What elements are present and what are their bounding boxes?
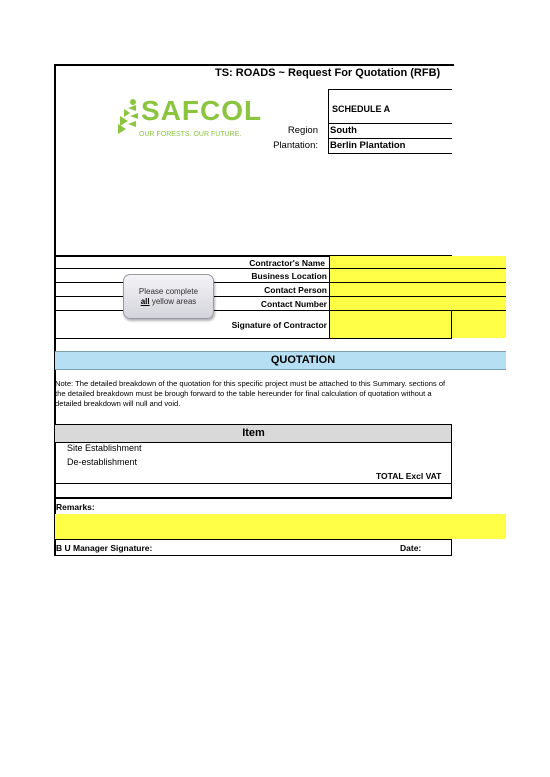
contact-number-label: Contact Number <box>260 299 327 309</box>
row-line <box>55 483 452 484</box>
remarks-input[interactable] <box>55 514 506 539</box>
item-heading: Item <box>242 427 265 439</box>
contact-person-label: Contact Person <box>264 285 327 295</box>
column-line <box>329 256 330 338</box>
date-label: Date: <box>400 543 422 553</box>
region-value: South <box>330 125 357 136</box>
row-line <box>55 338 452 339</box>
divider <box>328 89 452 90</box>
column-line <box>451 310 452 338</box>
divider <box>328 89 329 154</box>
item-heading-bar <box>55 424 452 443</box>
quotation-heading-bar <box>55 351 506 370</box>
callout-line2 <box>124 297 213 307</box>
divider <box>328 123 452 124</box>
row-line <box>55 268 506 269</box>
business-location-label: Business Location <box>251 271 327 281</box>
callout-rest: yellow areas <box>149 296 197 306</box>
contractor-name-label: Contractor's Name <box>249 258 325 268</box>
divider <box>328 153 452 154</box>
logo-wordmark: SAFCOL <box>141 95 263 126</box>
row-line <box>55 539 452 540</box>
schedule-label: SCHEDULE A <box>332 104 391 114</box>
row-line <box>55 555 452 556</box>
page-title: TS: ROADS ~ Request For Quotation (RFB) <box>215 67 441 79</box>
callout-emphasis: all <box>140 296 150 306</box>
plantation-value: Berlin Plantation <box>330 140 406 151</box>
divider <box>328 138 452 139</box>
plantation-label: Plantation: <box>273 140 318 151</box>
callout-line1: Please complete <box>138 286 199 296</box>
logo-tagline: OUR FORESTS. OUR FUTURE. <box>139 131 242 138</box>
total-label: TOTAL Excl VAT <box>376 471 442 481</box>
section-divider <box>55 497 452 499</box>
column-line <box>451 539 452 556</box>
quotation-heading: QUOTATION <box>270 354 336 366</box>
table-row: De-establishment <box>67 457 138 467</box>
region-label: Region <box>287 125 318 136</box>
signature-label: Signature of Contractor <box>231 320 327 330</box>
table-row: Site Establishment <box>67 443 142 453</box>
column-line <box>451 424 452 497</box>
callout-note <box>123 274 214 319</box>
remarks-label: Remarks: <box>56 502 95 512</box>
manager-signature-label: B U Manager Signature: <box>56 543 153 553</box>
quotation-note: Note: The detailed breakdown of the quotation for this specific project must be attached to this Summary. sections of the detailed breakdown must be brough forward to the table hereunder for final calculation of quotation without a detailed breakdown will null and void. <box>55 379 446 408</box>
